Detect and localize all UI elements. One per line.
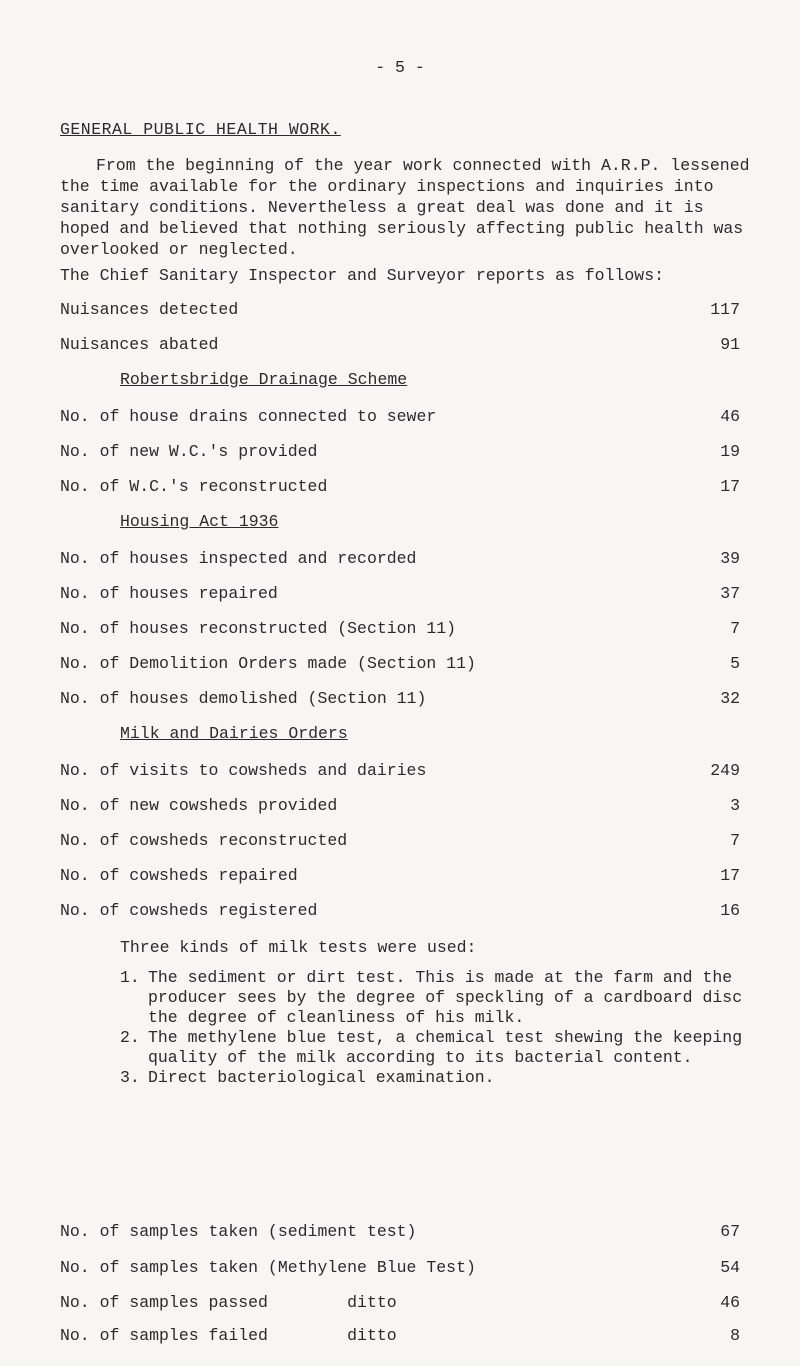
list-text: The methylene blue test, a chemical test shewing the keeping quality of the milk according to its bacterial content.	[148, 1028, 743, 1067]
row-value: 54	[720, 1258, 740, 1277]
row-label: No. of samples passed ditto	[60, 1293, 397, 1312]
row-value: 3	[730, 796, 740, 815]
row-label: No. of houses demolished (Section 11)	[60, 689, 427, 708]
row-value: 7	[730, 619, 740, 638]
row-label: No. of visits to cowsheds and dairies	[60, 761, 427, 780]
list-text: The sediment or dirt test. This is made at the farm and the producer sees by the degree of speckling of a cardboard disc the degree of cleanliness of his milk.	[148, 968, 743, 1027]
list-item	[120, 968, 760, 1028]
list-number: 3.	[120, 1068, 140, 1087]
row-label: Nuisances detected	[60, 300, 239, 319]
row-value: 46	[720, 407, 740, 426]
row-label: No. of cowsheds registered	[60, 901, 318, 920]
tests-intro: Three kinds of milk tests were used:	[120, 938, 477, 957]
milk-title: Milk and Dairies Orders	[120, 724, 348, 743]
row-label: No. of houses repaired	[60, 584, 278, 603]
tests-list	[120, 968, 760, 1088]
row-value: 17	[720, 477, 740, 496]
list-item	[120, 1028, 760, 1068]
row-label: No. of houses inspected and recorded	[60, 549, 417, 568]
row-value: 7	[730, 831, 740, 850]
row-label: Nuisances abated	[60, 335, 219, 354]
row-value: 19	[720, 442, 740, 461]
row-value: 5	[730, 654, 740, 673]
row-label: No. of Demolition Orders made (Section 11)	[60, 654, 476, 673]
row-value: 16	[720, 901, 740, 920]
row-value: 67	[720, 1222, 740, 1241]
row-label: No. of samples failed ditto	[60, 1326, 397, 1345]
list-number: 2.	[120, 1028, 140, 1047]
row-label: No. of house drains connected to sewer	[60, 407, 437, 426]
row-label: No. of samples taken (sediment test)	[60, 1222, 417, 1241]
list-text: Direct bacteriological examination.	[148, 1068, 495, 1087]
section-heading: GENERAL PUBLIC HEALTH WORK.	[60, 120, 341, 139]
row-value: 32	[720, 689, 740, 708]
row-value: 17	[720, 866, 740, 885]
row-label: No. of W.C.'s reconstructed	[60, 477, 328, 496]
list-number: 1.	[120, 968, 140, 987]
row-label: No. of new cowsheds provided	[60, 796, 338, 815]
report-intro: The Chief Sanitary Inspector and Surveyor reports as follows:	[60, 266, 664, 285]
row-value: 37	[720, 584, 740, 603]
row-value: 117	[710, 300, 740, 319]
row-label: No. of cowsheds repaired	[60, 866, 298, 885]
list-item	[120, 1068, 760, 1088]
row-label: No. of samples taken (Methylene Blue Test)	[60, 1258, 476, 1277]
housing-title: Housing Act 1936	[120, 512, 279, 531]
drainage-title: Robertsbridge Drainage Scheme	[120, 370, 408, 389]
row-value: 39	[720, 549, 740, 568]
row-value: 8	[730, 1326, 740, 1345]
row-label: No. of cowsheds reconstructed	[60, 831, 348, 850]
row-value: 46	[720, 1293, 740, 1312]
row-label: No. of new W.C.'s provided	[60, 442, 318, 461]
row-label: No. of houses reconstructed (Section 11)	[60, 619, 457, 638]
page-number: - 5 -	[375, 58, 425, 77]
row-value: 249	[710, 761, 740, 780]
intro-paragraph: From the beginning of the year work connected with A.R.P. lessened the time available for the ordinary inspections and inquiries into sanitary conditions. Nevertheless a great deal was done and it is hoped and believed that nothing seriously affecting public health was overlooked or neglected.	[60, 156, 750, 259]
row-value: 91	[720, 335, 740, 354]
